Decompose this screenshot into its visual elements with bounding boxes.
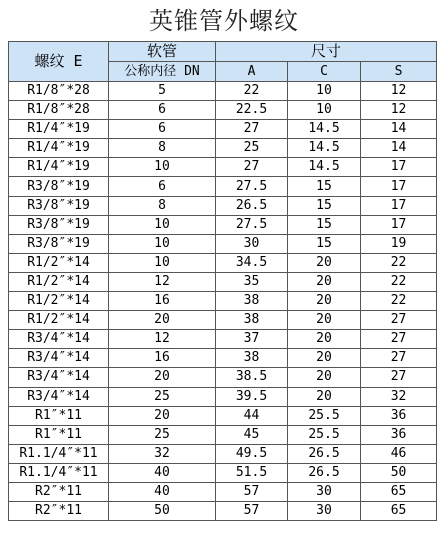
cell-a: 37 xyxy=(216,330,288,349)
cell-thread: R3/8″*19 xyxy=(9,234,109,253)
table-row xyxy=(9,444,437,463)
cell-c: 20 xyxy=(288,311,361,330)
cell-s: 14 xyxy=(361,120,437,139)
cell-a: 38 xyxy=(216,292,288,311)
header-thread: 螺纹 E xyxy=(9,42,109,82)
cell-thread: R1/2″*14 xyxy=(9,253,109,272)
header-col-c: C xyxy=(288,62,361,82)
cell-thread: R1/8″*28 xyxy=(9,82,109,101)
table-row xyxy=(9,120,437,139)
table-row xyxy=(9,101,437,120)
cell-s: 46 xyxy=(361,444,437,463)
table-row xyxy=(9,158,437,177)
cell-dn: 50 xyxy=(109,502,216,521)
cell-c: 14.5 xyxy=(288,139,361,158)
cell-s: 12 xyxy=(361,101,437,120)
cell-a: 30 xyxy=(216,234,288,253)
cell-a: 38 xyxy=(216,349,288,368)
cell-a: 25 xyxy=(216,139,288,158)
cell-thread: R1/2″*14 xyxy=(9,292,109,311)
cell-c: 15 xyxy=(288,234,361,253)
cell-s: 65 xyxy=(361,482,437,501)
cell-c: 10 xyxy=(288,101,361,120)
cell-s: 36 xyxy=(361,425,437,444)
cell-c: 20 xyxy=(288,253,361,272)
cell-dn: 16 xyxy=(109,349,216,368)
table-row xyxy=(9,463,437,482)
cell-s: 27 xyxy=(361,311,437,330)
cell-a: 22.5 xyxy=(216,101,288,120)
cell-dn: 10 xyxy=(109,234,216,253)
header-hose-dn: 公称内径 DN xyxy=(109,62,216,82)
table-row xyxy=(9,406,437,425)
cell-s: 17 xyxy=(361,196,437,215)
table-row xyxy=(9,82,437,101)
cell-c: 20 xyxy=(288,349,361,368)
cell-thread: R3/8″*19 xyxy=(9,177,109,196)
cell-a: 34.5 xyxy=(216,253,288,272)
cell-thread: R1/4″*19 xyxy=(9,120,109,139)
cell-s: 22 xyxy=(361,272,437,291)
cell-a: 51.5 xyxy=(216,463,288,482)
cell-dn: 10 xyxy=(109,158,216,177)
cell-c: 15 xyxy=(288,196,361,215)
table-row xyxy=(9,502,437,521)
cell-s: 14 xyxy=(361,139,437,158)
cell-dn: 6 xyxy=(109,101,216,120)
cell-thread: R1.1/4″*11 xyxy=(9,444,109,463)
cell-thread: R3/8″*19 xyxy=(9,196,109,215)
cell-a: 57 xyxy=(216,482,288,501)
table-row xyxy=(9,425,437,444)
header-col-a: A xyxy=(216,62,288,82)
cell-dn: 20 xyxy=(109,311,216,330)
cell-a: 57 xyxy=(216,502,288,521)
cell-dn: 32 xyxy=(109,444,216,463)
cell-thread: R1.1/4″*11 xyxy=(9,463,109,482)
table-body xyxy=(9,82,437,521)
table-row xyxy=(9,253,437,272)
header-col-s: S xyxy=(361,62,437,82)
cell-c: 26.5 xyxy=(288,463,361,482)
cell-s: 17 xyxy=(361,215,437,234)
cell-a: 38.5 xyxy=(216,368,288,387)
cell-thread: R3/4″*14 xyxy=(9,368,109,387)
cell-c: 20 xyxy=(288,368,361,387)
cell-s: 19 xyxy=(361,234,437,253)
cell-dn: 10 xyxy=(109,215,216,234)
cell-c: 25.5 xyxy=(288,406,361,425)
table-row xyxy=(9,292,437,311)
cell-thread: R3/4″*14 xyxy=(9,349,109,368)
cell-dn: 5 xyxy=(109,82,216,101)
cell-dn: 6 xyxy=(109,120,216,139)
cell-c: 25.5 xyxy=(288,425,361,444)
cell-c: 10 xyxy=(288,82,361,101)
cell-c: 20 xyxy=(288,387,361,406)
cell-a: 45 xyxy=(216,425,288,444)
table-row xyxy=(9,330,437,349)
page-title: 英锥管外螺纹 xyxy=(149,7,299,35)
table-row xyxy=(9,482,437,501)
cell-thread: R1/8″*28 xyxy=(9,101,109,120)
cell-dn: 20 xyxy=(109,406,216,425)
cell-s: 17 xyxy=(361,158,437,177)
cell-dn: 16 xyxy=(109,292,216,311)
cell-dn: 40 xyxy=(109,482,216,501)
cell-c: 20 xyxy=(288,292,361,311)
cell-a: 27 xyxy=(216,158,288,177)
cell-thread: R2″*11 xyxy=(9,482,109,501)
cell-a: 49.5 xyxy=(216,444,288,463)
cell-dn: 12 xyxy=(109,330,216,349)
cell-a: 26.5 xyxy=(216,196,288,215)
cell-c: 26.5 xyxy=(288,444,361,463)
table-row xyxy=(9,215,437,234)
table-row xyxy=(9,234,437,253)
cell-s: 65 xyxy=(361,502,437,521)
table-row xyxy=(9,311,437,330)
table-row xyxy=(9,368,437,387)
cell-dn: 10 xyxy=(109,253,216,272)
header-hose: 软管 xyxy=(109,42,216,62)
cell-c: 15 xyxy=(288,215,361,234)
cell-dn: 40 xyxy=(109,463,216,482)
header-row-1 xyxy=(9,42,437,62)
cell-s: 27 xyxy=(361,349,437,368)
header-dimensions: 尺寸 xyxy=(216,42,437,62)
cell-thread: R1/4″*19 xyxy=(9,139,109,158)
table-row xyxy=(9,177,437,196)
cell-thread: R1″*11 xyxy=(9,406,109,425)
cell-c: 15 xyxy=(288,177,361,196)
cell-s: 22 xyxy=(361,253,437,272)
cell-dn: 8 xyxy=(109,139,216,158)
cell-dn: 25 xyxy=(109,387,216,406)
cell-s: 22 xyxy=(361,292,437,311)
cell-thread: R3/4″*14 xyxy=(9,387,109,406)
cell-c: 20 xyxy=(288,272,361,291)
table-row xyxy=(9,349,437,368)
cell-thread: R1″*11 xyxy=(9,425,109,444)
cell-a: 27 xyxy=(216,120,288,139)
cell-thread: R1/2″*14 xyxy=(9,272,109,291)
table-row xyxy=(9,272,437,291)
cell-c: 14.5 xyxy=(288,158,361,177)
cell-s: 12 xyxy=(361,82,437,101)
cell-c: 30 xyxy=(288,482,361,501)
thread-spec-table xyxy=(8,41,437,521)
cell-dn: 12 xyxy=(109,272,216,291)
cell-thread: R1/2″*14 xyxy=(9,311,109,330)
table-row xyxy=(9,387,437,406)
cell-a: 35 xyxy=(216,272,288,291)
cell-thread: R2″*11 xyxy=(9,502,109,521)
cell-c: 20 xyxy=(288,330,361,349)
cell-thread: R3/4″*14 xyxy=(9,330,109,349)
cell-dn: 6 xyxy=(109,177,216,196)
cell-thread: R1/4″*19 xyxy=(9,158,109,177)
cell-dn: 25 xyxy=(109,425,216,444)
cell-a: 27.5 xyxy=(216,215,288,234)
cell-a: 39.5 xyxy=(216,387,288,406)
table-row xyxy=(9,139,437,158)
cell-a: 27.5 xyxy=(216,177,288,196)
cell-c: 30 xyxy=(288,502,361,521)
cell-a: 38 xyxy=(216,311,288,330)
cell-dn: 20 xyxy=(109,368,216,387)
cell-s: 27 xyxy=(361,368,437,387)
cell-s: 32 xyxy=(361,387,437,406)
cell-thread: R3/8″*19 xyxy=(9,215,109,234)
cell-a: 22 xyxy=(216,82,288,101)
cell-s: 17 xyxy=(361,177,437,196)
cell-s: 27 xyxy=(361,330,437,349)
cell-s: 36 xyxy=(361,406,437,425)
cell-dn: 8 xyxy=(109,196,216,215)
cell-a: 44 xyxy=(216,406,288,425)
cell-c: 14.5 xyxy=(288,120,361,139)
table-row xyxy=(9,196,437,215)
cell-s: 50 xyxy=(361,463,437,482)
